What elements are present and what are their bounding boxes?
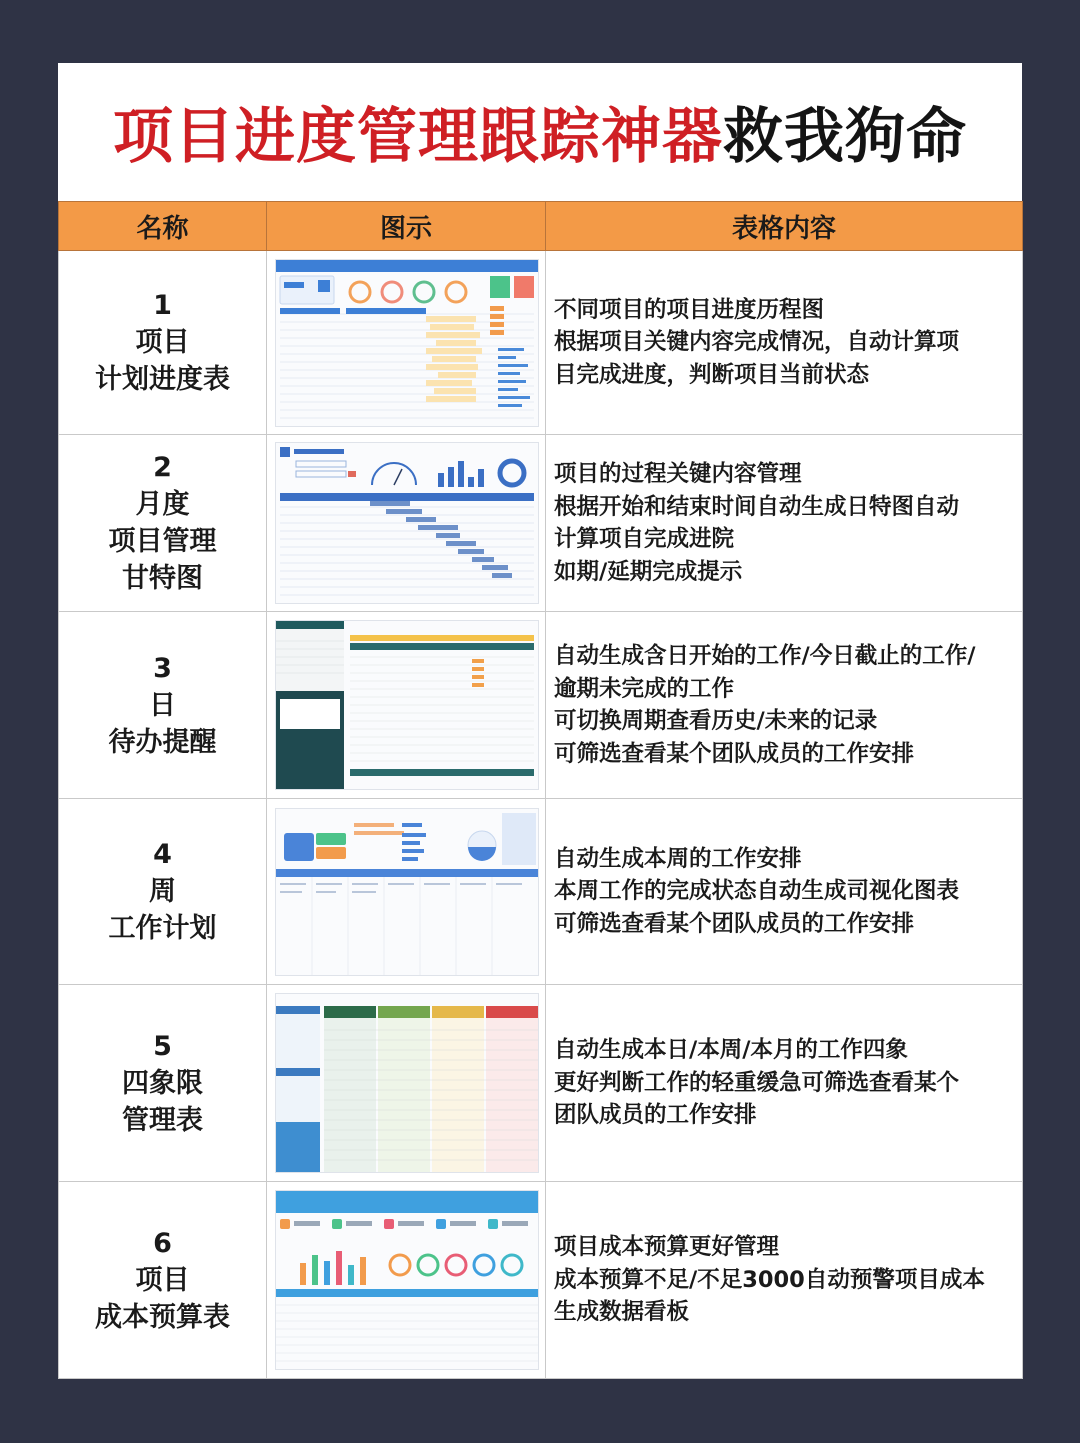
desc-line: 更好判断工作的轻重缓急可筛选查看某个 [554, 1069, 960, 1096]
title-red-part: 项目进度管理跟踪神器 [113, 102, 723, 172]
desc-line: 自动生成本周的工作安排 [554, 845, 802, 872]
row-thumb-cell [267, 985, 546, 1182]
header-image: 图示 [267, 202, 546, 251]
row-name-line: 管理表 [122, 1104, 203, 1136]
daily-todo-preview [275, 620, 539, 790]
row-name-cell [59, 612, 267, 799]
row-name-line: 工作计划 [108, 913, 217, 944]
row-name-cell [59, 1182, 267, 1379]
quadrant-preview [275, 993, 539, 1173]
row-thumb-cell [267, 1182, 546, 1379]
table-row [59, 799, 1023, 985]
desc-line: 不同项目的项目进度历程图 [554, 296, 825, 323]
row-desc-cell [546, 1182, 1023, 1379]
desc-line: 团队成员的工作安排 [554, 1102, 757, 1129]
header-name: 名称 [59, 202, 267, 251]
row-thumb-cell [267, 612, 546, 799]
row-name-line: 项目 [135, 1264, 190, 1296]
row-thumb-cell [267, 799, 546, 985]
header-content: 表格内容 [546, 202, 1023, 251]
row-name-line: 计划进度表 [95, 364, 230, 395]
row-name-line: 日 [149, 689, 176, 721]
row-name-cell [59, 985, 267, 1182]
row-number: 3 [153, 652, 172, 684]
row-name-cell [59, 799, 267, 985]
row-thumb-cell [267, 251, 546, 435]
row-number: 5 [153, 1030, 172, 1062]
desc-line: 项目的过程关键内容管理 [554, 461, 802, 487]
row-name-line: 项目管理 [108, 526, 217, 557]
desc-line: 成本预算不足/不足3000自动预警项目成本 [554, 1266, 985, 1293]
title-dark-part: 救我狗命 [723, 102, 967, 172]
row-number: 6 [153, 1227, 172, 1259]
infographic-sheet [58, 63, 1022, 1379]
template-table [58, 201, 1023, 1379]
row-thumb-cell [267, 435, 546, 612]
desc-line: 可筛选查看某个团队成员的工作安排 [554, 910, 915, 937]
row-name-line: 周 [149, 876, 176, 907]
row-name-line: 甘特图 [122, 563, 203, 594]
project-plan-progress-preview [275, 259, 539, 427]
table-row [59, 435, 1023, 612]
desc-line: 计算项自完成进院 [554, 526, 735, 552]
row-desc-cell [546, 435, 1023, 612]
desc-line: 目完成进度，判断项目当前状态 [554, 361, 870, 388]
desc-line: 本周工作的完成状态自动生成司视化图表 [554, 878, 960, 905]
table-header-row [59, 202, 1023, 251]
desc-line: 自动生成含日开始的工作/今日截止的工作/ [554, 643, 976, 669]
desc-line: 逾期未完成的工作 [554, 675, 735, 702]
row-name-line: 四象限 [122, 1067, 203, 1099]
monthly-gantt-preview [275, 442, 539, 604]
row-number: 4 [153, 839, 172, 870]
desc-line: 根据开始和结束时间自动生成日特图自动 [554, 493, 960, 520]
desc-line: 生成数据看板 [554, 1299, 690, 1326]
weekly-plan-preview [275, 808, 539, 976]
page-title [58, 63, 1022, 201]
row-name-line: 待办提醒 [108, 726, 217, 758]
table-row [59, 985, 1023, 1182]
row-name-line: 项目 [135, 327, 190, 358]
row-desc-cell [546, 985, 1023, 1182]
row-name-line: 月度 [135, 489, 190, 520]
row-desc-cell [546, 799, 1023, 985]
table-row [59, 612, 1023, 799]
cost-budget-preview [275, 1190, 539, 1370]
desc-line: 自动生成本日/本周/本月的工作四象 [554, 1037, 908, 1064]
row-number: 2 [153, 452, 172, 483]
desc-line: 根据项目关键内容完成情况，自动计算项 [554, 329, 960, 356]
row-number: 1 [153, 290, 172, 321]
row-name-line: 成本预算表 [95, 1301, 230, 1333]
table-row [59, 1182, 1023, 1379]
row-name-cell [59, 435, 267, 612]
desc-line: 如期/延期完成提示 [554, 558, 743, 585]
row-desc-cell [546, 612, 1023, 799]
desc-line: 项目成本预算更好管理 [554, 1234, 780, 1261]
desc-line: 可筛选查看某个团队成员的工作安排 [554, 740, 915, 767]
row-desc-cell [546, 251, 1023, 435]
desc-line: 可切换周期查看历史/未来的记录 [554, 708, 878, 734]
row-name-cell [59, 251, 267, 435]
table-row [59, 251, 1023, 435]
